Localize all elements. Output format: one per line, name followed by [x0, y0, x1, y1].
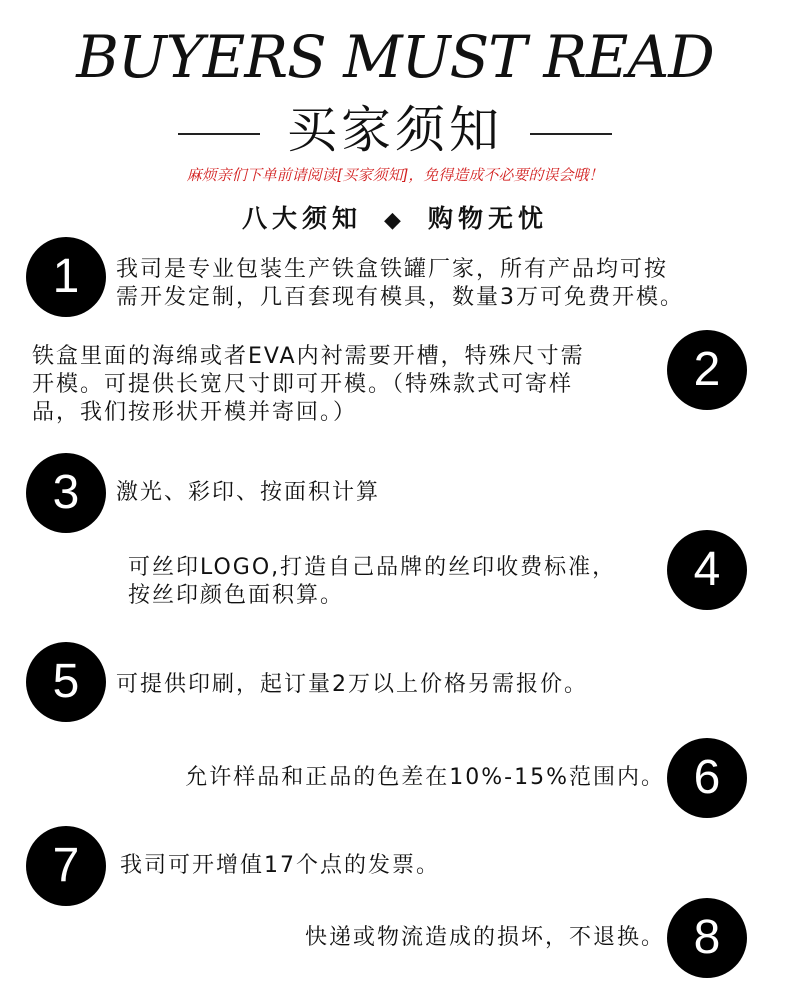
item-text-line: 允许样品和正品的色差在10%-15%范围内。 — [185, 765, 665, 790]
number-badge: 1 — [26, 237, 106, 317]
item-text-line: 品，我们按形状开模并寄回。） — [32, 400, 358, 425]
title-chinese: 买家须知 — [287, 101, 503, 159]
item-text-line: 快递或物流造成的损坏，不退换。 — [304, 925, 665, 950]
item-text — [116, 671, 588, 699]
number-badge: 3 — [26, 453, 106, 533]
subtitle-left: 八大须知 — [242, 204, 363, 233]
item-text-line: 开模。可提供长宽尺寸即可开模。（特殊款式可寄样 — [32, 372, 574, 397]
notice-text: 麻烦亲们下单前请阅读[买家须知]，免得造成不必要的误会哦！ — [186, 166, 604, 184]
item-text — [116, 256, 684, 312]
title-chinese-row — [0, 95, 790, 165]
number-badge: 7 — [26, 826, 106, 906]
item-text — [220, 924, 665, 952]
item-text — [128, 554, 616, 610]
diamond-icon: ◆ — [384, 208, 406, 233]
item-text-line: 可丝印LOGO,打造自己品牌的丝印收费标准， — [128, 555, 617, 580]
item-text-line: 我司是专业包装生产铁盒铁罐厂家，所有产品均可按 — [116, 257, 669, 282]
title-english: BUYERS MUST READ — [76, 23, 714, 91]
subtitle — [0, 202, 790, 238]
item-text-line: 按丝印颜色面积算。 — [128, 583, 345, 608]
subtitle-right: 购物无忧 — [427, 204, 548, 233]
item-text-line: 可提供印刷，起订量2万以上价格另需报价。 — [116, 672, 588, 697]
number-badge: 4 — [667, 530, 747, 610]
number-badge: 2 — [667, 330, 747, 410]
number-badge: 5 — [26, 642, 106, 722]
item-text — [120, 764, 665, 792]
item-text-line: 激光、彩印、按面积计算 — [116, 480, 381, 505]
title-divider-left — [178, 133, 260, 135]
number-badge: 6 — [667, 738, 747, 818]
item-text — [32, 343, 585, 427]
item-text — [120, 852, 440, 880]
title-divider-right — [530, 133, 612, 135]
item-text-line: 铁盒里面的海绵或者EVA内衬需要开槽，特殊尺寸需 — [32, 344, 585, 369]
item-text-line: 需开发定制，几百套现有模具，数量3万可免费开模。 — [116, 285, 684, 310]
item-text-line: 我司可开增值17个点的发票。 — [120, 853, 440, 878]
number-badge: 8 — [667, 898, 747, 978]
item-text — [116, 479, 380, 507]
